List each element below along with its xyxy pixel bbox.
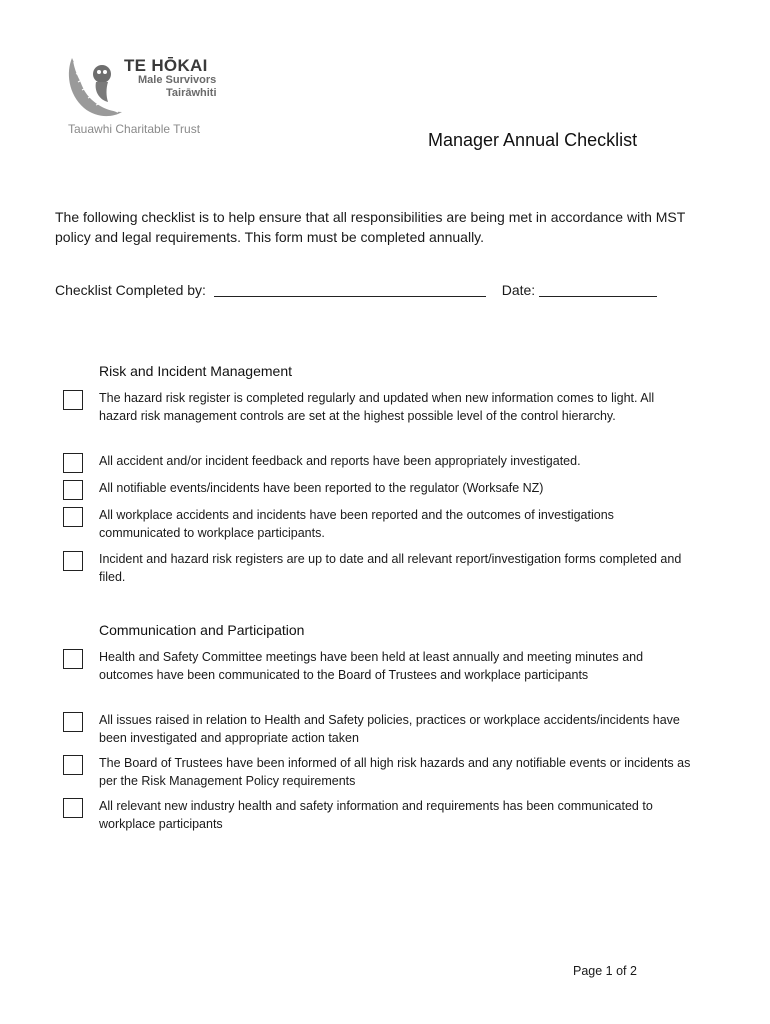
section-heading-risk: Risk and Incident Management	[99, 363, 292, 379]
checklist-item-text: The hazard risk register is completed regularly and updated when new information comes to light. All hazard risk management controls are set at the highest possible level of the control hierarchy.	[99, 391, 655, 423]
checklist-item-text: All accident and/or incident feedback and reports have been appropriately investigated.	[99, 454, 581, 468]
checkbox[interactable]	[63, 798, 83, 818]
logo-subtitle-1: Male Survivors	[138, 74, 217, 86]
checklist-item-text: Incident and hazard risk registers are up to date and all relevant report/investigation forms completed and filed.	[99, 552, 682, 584]
checkbox[interactable]	[63, 755, 83, 775]
checkbox[interactable]	[63, 507, 83, 527]
checkbox[interactable]	[63, 390, 83, 410]
document-title: Manager Annual Checklist	[428, 130, 638, 150]
date-field[interactable]	[539, 283, 657, 297]
feather-emblem-icon	[62, 52, 124, 122]
completion-row	[55, 282, 657, 298]
logo-subtitle-2: Tairāwhiti	[166, 87, 217, 99]
checklist-item-text: All relevant new industry health and safety information and requirements has been communicated to workplace participants	[99, 799, 653, 831]
checklist-item-text: All notifiable events/incidents have been reported to the regulator (Worksafe NZ)	[99, 481, 544, 495]
checkbox[interactable]	[63, 649, 83, 669]
logo-title: TE HŌKAI	[124, 56, 208, 75]
completed-by-field[interactable]	[214, 283, 486, 297]
checklist-item-text: Health and Safety Committee meetings have been held at least annually and meeting minutes and outcomes have been communicated to the Board of Trustees and workplace participants	[99, 650, 644, 682]
section-heading-communication: Communication and Participation	[99, 622, 305, 638]
page-number: Page 1 of 2	[573, 964, 637, 978]
trust-name: Tauawhi Charitable Trust	[68, 122, 201, 136]
checklist-item-text: All issues raised in relation to Health and Safety policies, practices or workplace accidents/incidents have been investigated and appropriate action taken	[99, 713, 680, 745]
checklist-item-text: The Board of Trustees have been informed of all high risk hazards and any notifiable events or incidents as per the Risk Management Policy requirements	[99, 756, 691, 788]
checkbox[interactable]	[63, 480, 83, 500]
date-label: Date:	[501, 282, 536, 298]
checkbox[interactable]	[63, 712, 83, 732]
checkbox[interactable]	[63, 453, 83, 473]
intro-paragraph: The following checklist is to help ensure that all responsibilities are being met in accordance with MST policy and legal requirements. This form must be completed annually.	[55, 209, 686, 245]
organization-logo	[62, 52, 262, 140]
checkbox[interactable]	[63, 551, 83, 571]
completed-by-label: Checklist Completed by:	[55, 282, 206, 298]
checklist-item-text: All workplace accidents and incidents have been reported and the outcomes of investigations communicated to workplace participants.	[99, 508, 614, 540]
